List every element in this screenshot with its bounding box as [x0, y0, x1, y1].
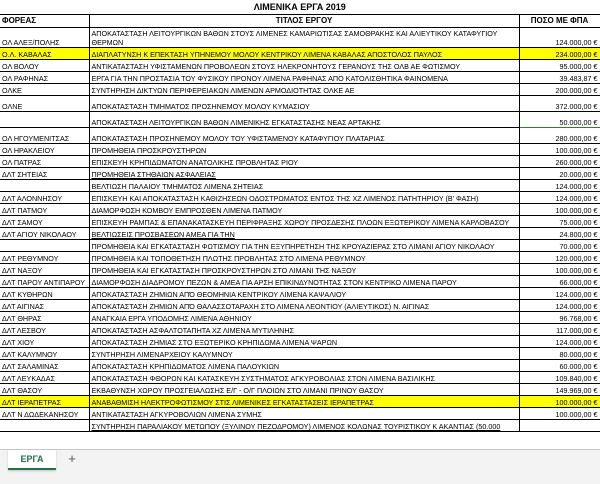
amount-cell[interactable]: 50.000,00 €	[519, 112, 600, 128]
title-cell[interactable]: ΑΠΟΚΑΤΑΣΤΑΣΗ ΦΘΟΡΩΝ ΚΑΙ ΚΑΤΑΣΚΕΥΗ ΣΥΣΤΗΜΑΤΟΣ ΑΓΚΥΡΟΒΟΛΙΑΣ ΣΤΟΝ ΛΙΜΕΝΑ ΒΑΣΙΛΙΚΗΣ	[89, 372, 519, 384]
amount-cell[interactable]: 200.000,00 €	[519, 84, 600, 96]
amount-cell[interactable]: 80.000,00 €	[519, 348, 600, 360]
amount-cell[interactable]: 124.000,00 €	[519, 336, 600, 348]
header-title[interactable]: ΤΙΤΛΟΣ ΕΡΓΟΥ	[89, 15, 519, 28]
sheet-tab-bar	[0, 449, 600, 484]
agency-cell[interactable]: ΔΛΤ ΑΛΟΝΝΗΣΟΥ	[0, 192, 89, 204]
title-cell[interactable]: ΕΠΙΣΚΕΥΗ ΡΑΜΠΑΣ & ΕΠΑΝΑΚΑΤΑΣΚΕΥΗ ΠΕΡΙΦΡΑΞΗΣ ΧΩΡΟΥ ΠΡΟΣΔΕΣΗΣ ΠΛΟΩΝ ΕΞΩΤΕΡΙΚΟΥ ΛΙΜΕΝΑ ΚΑΡΛΟΒΑΣΟΥ	[89, 216, 519, 228]
title-cell[interactable]: ΠΡΟΜΗΘΕΙΑ ΚΑΙ ΤΟΠΟΘΕΤΗΣΗ ΠΛΩΤΗΣ ΠΡΟΒΛΗΤΑΣ ΣΤΟ ΛΙΜΕΝΑ ΡΕΘΥΜΝΟΥ	[89, 252, 519, 264]
amount-cell[interactable]: 100.000,00 €	[519, 408, 600, 420]
table-row	[0, 216, 600, 228]
add-sheet-icon[interactable]: +	[68, 451, 76, 466]
agency-cell[interactable]: ΔΛΤ ΘΗΡΑΣ	[0, 312, 89, 324]
title-cell[interactable]: ΣΥΝΤΗΡΗΣΗ ΠΑΡΑΛΙΑΚΟΥ ΜΕΤΩΠΟΥ (ΞΥΛΙΝΟΥ ΠΕΖΟΔΡΟΜΟΥ) ΛΙΜΕΝΟΣ ΚΟΛΩΝΑΣ ΤΟΥΡΙΣΤΙΚΟΥ Κ ΑΚΑΝΤΙΑΣ (50.000	[89, 420, 519, 432]
table-row	[0, 156, 600, 168]
amount-cell[interactable]: 100.000,00 €	[519, 204, 600, 216]
table-row	[0, 72, 600, 84]
table-row	[0, 372, 600, 384]
agency-cell[interactable]: ΔΛΤ ΧΙΟΥ	[0, 336, 89, 348]
agency-cell[interactable]: ΔΛΤ ΣΑΛΑΜΙΝΑΣ	[0, 360, 89, 372]
amount-cell[interactable]: 124.000,00 €	[519, 300, 600, 312]
agency-cell[interactable]: ΟΛ ΗΡΑΚΛΕΙΟΥ	[0, 144, 89, 156]
title-cell[interactable]: ΑΝΤΙΚΑΤΑΣΤΑΣΗ ΥΦΙΣΤΑΜΕΝΩΝ ΠΡΟΒΟΛΕΩΝ ΣΤΟΥΣ ΗΛΕΚΡΟΝΗΤΟΥΣ ΓΕΡΑΝΟΥΣ ΤΗΣ ΟΛΒ ΑΕ ΦΩΤΙΣΜΟΥ	[89, 60, 519, 72]
table-row	[0, 60, 600, 72]
table-row	[0, 112, 600, 128]
amount-cell[interactable]: 372.000,00 €	[519, 96, 600, 112]
agency-cell[interactable]: ΔΛΤ ΚΑΛΥΜΝΟΥ	[0, 348, 89, 360]
amount-cell[interactable]: 234.000,00 €	[519, 48, 600, 60]
agency-cell[interactable]	[0, 420, 89, 432]
title-cell[interactable]: ΠΡΟΜΗΘΕΙΑ ΣΤΗΘΑΙΩΝ ΑΣΦΑΛΕΙΑΣ	[89, 168, 519, 180]
table-row	[0, 300, 600, 312]
agency-cell[interactable]	[0, 180, 89, 192]
amount-cell[interactable]: 95.000,00 €	[519, 60, 600, 72]
title-cell[interactable]: ΑΠΟΚΑΤΑΣΤΑΣΗ ΛΕΙΤΟΥΡΓΙΚΩΝ ΒΑΘΩΝ ΣΤΟΥΣ ΛΙΜΕΝΕΣ ΚΑΜΑΡΙΩΤΙΣΑΣ ΣΑΜΟΘΡΑΚΗΣ ΚΑΙ ΑΛΙΕΥΤΙΚΟΥ ΚΑΤΑΦΥΓΙΟΥ ΘΕΡΜΩΝ	[89, 28, 519, 48]
title-cell[interactable]: ΣΥΝΤΗΡΗΣΗ ΛΙΜΕΝΑΡΧΕΙΟΥ ΚΑΛΥΜΝΟΥ	[89, 348, 519, 360]
agency-cell[interactable]	[0, 112, 89, 128]
agency-cell[interactable]: ΔΛΤ ΝΑΞΟΥ	[0, 264, 89, 276]
agency-cell[interactable]	[0, 240, 89, 252]
table-row	[0, 396, 600, 408]
agency-cell[interactable]: ΔΛΤ Ν ΔΩΔΕΚΑΝΗΣΟΥ	[0, 408, 89, 420]
agency-cell[interactable]: ΟΛ ΒΟΛΟΥ	[0, 60, 89, 72]
sheet-title[interactable]: ΛΙΜΕΝΙΚΑ ΕΡΓΑ 2019	[0, 0, 600, 15]
amount-cell[interactable]: 96.768,00 €	[519, 312, 600, 324]
agency-cell[interactable]: ΔΛΤ ΛΕΣΒΟΥ	[0, 324, 89, 336]
title-cell[interactable]: ΑΝΤΙΚΑΤΑΣΤΑΣΗ ΑΓΚΥΡΟΒΟΛΙΩΝ ΛΙΜΕΝΑ ΣΥΜΗΣ	[89, 408, 519, 420]
table-row	[0, 192, 600, 204]
amount-cell[interactable]: 39.483,87 €	[519, 72, 600, 84]
sheet-title-row	[0, 0, 600, 15]
table-row	[0, 28, 600, 48]
title-cell[interactable]: ΒΕΛΤΙΩΣΕΙΣ ΠΡΟΣΒΑΣΕΩΝ ΑΜΕΑ ΓΙΑ ΤΗΝ	[89, 228, 519, 240]
amount-cell[interactable]: 109.840,00 €	[519, 372, 600, 384]
agency-cell[interactable]: ΟΛ ΠΑΤΡΑΣ	[0, 156, 89, 168]
table-row	[0, 420, 600, 432]
agency-cell[interactable]: ΔΛΤ ΑΙΓΙΝΑΣ	[0, 300, 89, 312]
agency-cell[interactable]: ΔΛΤ ΘΑΣΟΥ	[0, 384, 89, 396]
table-row	[0, 128, 600, 144]
title-cell[interactable]: ΔΙΑΠΛΑΤΥΝΣΗ Κ ΕΠΕΚΤΑΣΗ ΥΠΗΝΕΜΟΥ ΜΟΛΟΥ ΚΕΝΤΡΙΚΟΥ ΛΙΜΕΝΑ ΚΑΒΑΛΑΣ ΑΠΟΣΤΟΛΟΣ ΠΑΥΛΟΣ	[89, 48, 519, 60]
title-cell[interactable]: ΠΡΟΜΗΘΕΙΑ ΚΑΙ ΕΓΚΑΤΑΣΤΑΣΗ ΠΡΟΣΚΡΟΥΣΤΗΡΩΝ ΣΤΟ ΛΙΜΑΝΙ ΤΗΣ ΝΑΞΟΥ	[89, 264, 519, 276]
agency-cell[interactable]: ΔΛΤ ΡΕΘΥΜΝΟΥ	[0, 252, 89, 264]
title-cell[interactable]: ΔΙΑΜΟΡΦΩΣΗ ΔΙΑΔΡΟΜΟΥ ΠΕΖΩΝ & ΑΜΕΑ ΓΙΑ ΑΡΣΗ ΕΠΙΚΙΝΔΥΝΟΤΗΤΑΣ ΣΤΟΝ ΚΕΝΤΡΙΚΟ ΛΙΜΕΝΑ ΠΑΡΟΥ	[89, 276, 519, 288]
table-row	[0, 336, 600, 348]
title-cell[interactable]: ΔΙΑΜΟΡΦΩΣΗ ΚΟΜΒΟΥ ΕΜΠΡΟΣΘΕΝ ΛΙΜΕΝΑ ΠΑΤΜΟΥ	[89, 204, 519, 216]
agency-cell[interactable]: ΔΛΤ ΑΓΙΟΥ ΝΙΚΟΛΑΟΥ	[0, 228, 89, 240]
table-row	[0, 384, 600, 396]
sheet-tab-erga[interactable]: ΕΡΓΑ	[8, 450, 56, 470]
table-row	[0, 84, 600, 96]
title-cell[interactable]: ΕΚΒΑΘΥΝΣΗ ΧΩΡΟΥ ΠΡΟΣΓΕΙΑΛΩΣΗΣ Ε/Γ - Ο/Γ ΠΛΟΙΩΝ ΣΤΟ ΛΙΜΑΝΙ ΠΡΙΝΟΥ ΘΑΣΟΥ	[89, 384, 519, 396]
table-row	[0, 360, 600, 372]
title-cell[interactable]: ΕΠΙΣΚΕΥΗ ΚΡΗΠΙΔΩΜΑΤΟΝ ΑΝΑΤΟΛΙΚΗΣ ΠΡΟΒΛΗΤΑΣ ΡΙΟΥ	[89, 156, 519, 168]
agency-cell[interactable]: ΔΛΤ ΣΗΤΕΙΑΣ	[0, 168, 89, 180]
title-cell[interactable]: ΕΠΙΣΚΕΥΗ ΚΑΙ ΑΠΟΚΑΤΑΣΤΑΣΗ ΚΑΘΙΖΗΣΕΩΝ ΟΔΟΣΤΡΩΜΑΤΟΣ ΕΝΤΟΣ ΤΗΣ ΧΖ ΛΙΜΕΝΟΣ ΠΑΤΗΤΗΡΙΟΥ (Β' ΦΑΣΗ)	[89, 192, 519, 204]
agency-cell[interactable]: ΔΛΤ ΚΥΘΗΡΩΝ	[0, 288, 89, 300]
amount-cell[interactable]: 124.000,00 €	[519, 288, 600, 300]
table-row	[0, 252, 600, 264]
amount-cell[interactable]: 120.000,00 €	[519, 252, 600, 264]
title-cell[interactable]: ΑΝΑΓΚΑΙΑ ΕΡΓΑ ΥΠΟΔΟΜΗΣ ΛΙΜΕΝΑ ΑΘΗΝΙΟΥ	[89, 312, 519, 324]
agency-cell[interactable]: ΟΛ ΡΑΦΗΝΑΣ	[0, 72, 89, 84]
title-cell[interactable]: ΑΠΟΚΑΤΑΣΤΑΣΗ ΖΗΜΙΩΝ ΑΠΌ ΘΑΛΑΣΣΟΤΑΡΑΧΗ ΣΤΟ ΛΙΜΕΝΑ ΛΕΟΝΤΙΟΥ (ΑΛΙΕΥΤΙΚΟΣ) Ν. ΑΙΓΙΝΑΣ	[89, 300, 519, 312]
header-row	[0, 15, 600, 28]
agency-cell[interactable]: ΔΛΤ ΠΑΡΟΥ ΑΝΤΙΠΑΡΟΥ	[0, 276, 89, 288]
agency-cell[interactable]: ΔΛΤ ΣΑΜΟΥ	[0, 216, 89, 228]
header-amount[interactable]: ΠΟΣΟ ΜΕ ΦΠΑ	[519, 15, 600, 28]
title-cell[interactable]: ΣΥΝΤΗΡΗΣΗ ΔΙΚΤΥΩΝ ΠΕΡΙΦΕΡΕΙΑΚΩΝ ΛΙΜΕΝΩΝ ΑΡΜΟΔΙΟΤΗΤΑΣ ΟΛΚΕ ΑΕ	[89, 84, 519, 96]
agency-cell[interactable]: ΟΛ ΗΓΟΥΜΕΝΙΤΣΑΣ	[0, 128, 89, 144]
header-agency[interactable]: ΦΟΡΕΑΣ	[0, 15, 89, 28]
amount-cell[interactable]: 149.969,00 €	[519, 384, 600, 396]
table-row	[0, 144, 600, 156]
table-row	[0, 276, 600, 288]
title-cell[interactable]: ΑΠΟΚΑΤΑΣΤΑΣΗ ΚΡΗΠΙΔΩΜΑΤΟΣ ΛΙΜΕΝΑ ΠΑΛΟΥΚΙΩΝ	[89, 360, 519, 372]
amount-cell[interactable]: 100.000,00 €	[519, 264, 600, 276]
amount-cell[interactable]: 124.000,00 €	[519, 192, 600, 204]
amount-cell[interactable]	[519, 420, 600, 432]
table-row	[0, 408, 600, 420]
table-row	[0, 288, 600, 300]
title-cell[interactable]: ΑΠΟΚΑΤΑΣΤΑΣΗ ΤΜΗΜΑΤΟΣ ΠΡΟΣΗΝΕΜΟΥ ΜΟΛΟΥ ΚΥΜΑΣΙΟΥ	[89, 96, 519, 112]
table-row	[0, 96, 600, 112]
amount-cell[interactable]: 75.000,00 €	[519, 216, 600, 228]
agency-cell[interactable]: ΔΛΤ ΙΕΡΑΠΕΤΡΑΣ	[0, 396, 89, 408]
amount-cell[interactable]: 66.000,00 €	[519, 276, 600, 288]
amount-cell[interactable]: 60.000,00 €	[519, 360, 600, 372]
table-row	[0, 240, 600, 252]
agency-cell[interactable]: Ο.Λ. ΚΑΒΑΛΑΣ	[0, 48, 89, 60]
title-cell[interactable]: ΑΝΑΒΑΘΜΙΣΗ ΗΛΕΚΤΡΟΦΩΤΙΣΜΟΥ ΣΤΙΣ ΛΙΜΕΝΙΚΕΣ ΕΓΚΑΤΑΣΤΑΣΕΙΣ ΙΕΡΑΠΕΤΡΑΣ	[89, 396, 519, 408]
amount-cell[interactable]: 100.000,00 €	[519, 396, 600, 408]
title-cell[interactable]: ΒΕΛΤΙΩΣΗ ΠΑΛΑΙΟΥ ΤΜΗΜΑΤΟΣ ΛΙΜΕΝΑ ΣΗΤΕΙΑΣ	[89, 180, 519, 192]
agency-cell[interactable]: ΟΛ ΑΛΕΞ/ΠΟΛΗΣ	[0, 28, 89, 48]
title-cell[interactable]: ΑΠΟΚΑΤΑΣΤΑΣΗ ΖΗΜΙΩΝ ΑΠΌ ΘΕΟΜΗΝΙΑ ΚΕΝΤΡΙΚΟΥ ΛΙΜΕΝΑ ΚΑΨΑΛΙΟΥ	[89, 288, 519, 300]
table-row	[0, 264, 600, 276]
title-cell[interactable]: ΑΠΟΚΑΤΑΣΤΑΣΗ ΛΕΙΤΟΥΡΓΙΚΩΝ ΒΑΘΩΝ ΛΙΜΕΝΙΚΗΣ ΕΓΚΑΤΑΣΤΑΣΗΣ ΝΕΑΣ ΑΡΤΑΚΗΣ	[89, 112, 519, 128]
table-row	[0, 180, 600, 192]
table-row	[0, 204, 600, 216]
amount-cell[interactable]: 20.000,00 €	[519, 168, 600, 180]
table-row	[0, 312, 600, 324]
title-cell[interactable]: ΠΡΟΜΗΘΕΙΑ ΚΑΙ ΕΓΚΑΤΑΣΤΑΣΗ ΦΩΤΙΣΜΟΥ ΓΙΑ ΤΗΝ ΕΞΥΠΗΡΕΤΗΣΗ ΤΗΣ ΚΡΟΥΑΖΙΕΡΑΣ ΣΤΟ ΛΙΜΑΝΙ ΑΓΙΟΥ ΝΙΚΟΛΑΟΥ	[89, 240, 519, 252]
amount-cell[interactable]: 100.000,00 €	[519, 144, 600, 156]
amount-cell[interactable]: 124.000,00 €	[519, 180, 600, 192]
amount-cell[interactable]: 280.000,00 €	[519, 128, 600, 144]
amount-cell[interactable]: 124.000,00 €	[519, 28, 600, 48]
amount-cell[interactable]: 70.000,00 €	[519, 240, 600, 252]
table-row	[0, 324, 600, 336]
title-cell[interactable]: ΑΠΟΚΑΤΑΣΤΑΣΗ ΑΣΦΑΛΤΟΤΑΠΗΤΑ ΧΖ ΛΙΜΕΝΑ ΜΥΤΙΛΗΝΗΣ	[89, 324, 519, 336]
agency-cell[interactable]: ΔΛΤ ΛΕΥΚΑΔΑΣ	[0, 372, 89, 384]
agency-cell[interactable]: ΟΛΝΕ	[0, 96, 89, 112]
table-row	[0, 228, 600, 240]
amount-cell[interactable]: 260.000,00 €	[519, 156, 600, 168]
amount-cell[interactable]: 117.000,00 €	[519, 324, 600, 336]
agency-cell[interactable]: ΔΛΤ ΠΑΤΜΟΥ	[0, 204, 89, 216]
agency-cell[interactable]: ΟΛΚΕ	[0, 84, 89, 96]
amount-cell[interactable]: 24.800,00 €	[519, 228, 600, 240]
title-cell[interactable]: ΑΠΟΚΑΤΑΣΤΑΣΗ ΖΗΜΙΑΣ ΣΤΟ ΕΞΩΤΕΡΙΚΟ ΚΡΗΠΙΔΩΜΑ ΛΙΜΕΝΑ ΨΑΡΩΝ	[89, 336, 519, 348]
table-row	[0, 48, 600, 60]
title-cell[interactable]: ΕΡΓΑ ΓΙΑ ΤΗΝ ΠΡΟΣΤΑΣΙΑ ΤΟΥ ΦΥΣΙΚΟΥ ΠΡΟΝΟΥ ΛΙΜΕΝΑ ΡΑΦΗΝΑΣ ΑΠΟ ΚΑΤΟΛΙΣΘΗΤΙΚΑ ΦΑΙΝΟΜΕΝΑ	[89, 72, 519, 84]
table-row	[0, 348, 600, 360]
table-row	[0, 168, 600, 180]
title-cell[interactable]: ΑΠΟΚΑΤΑΣΤΑΣΗ ΠΡΟΣΗΝΕΜΟΥ ΜΟΛΟΥ ΤΟΥ ΥΦΙΣΤΑΜΕΝΟΥ ΚΑΤΑΦΥΓΙΟΥ ΠΛΑΤΑΡΙΑΣ	[89, 128, 519, 144]
title-cell[interactable]: ΠΡΟΜΗΘΕΙΑ ΠΡΟΣΚΡΟΥΣΤΗΡΩΝ	[89, 144, 519, 156]
